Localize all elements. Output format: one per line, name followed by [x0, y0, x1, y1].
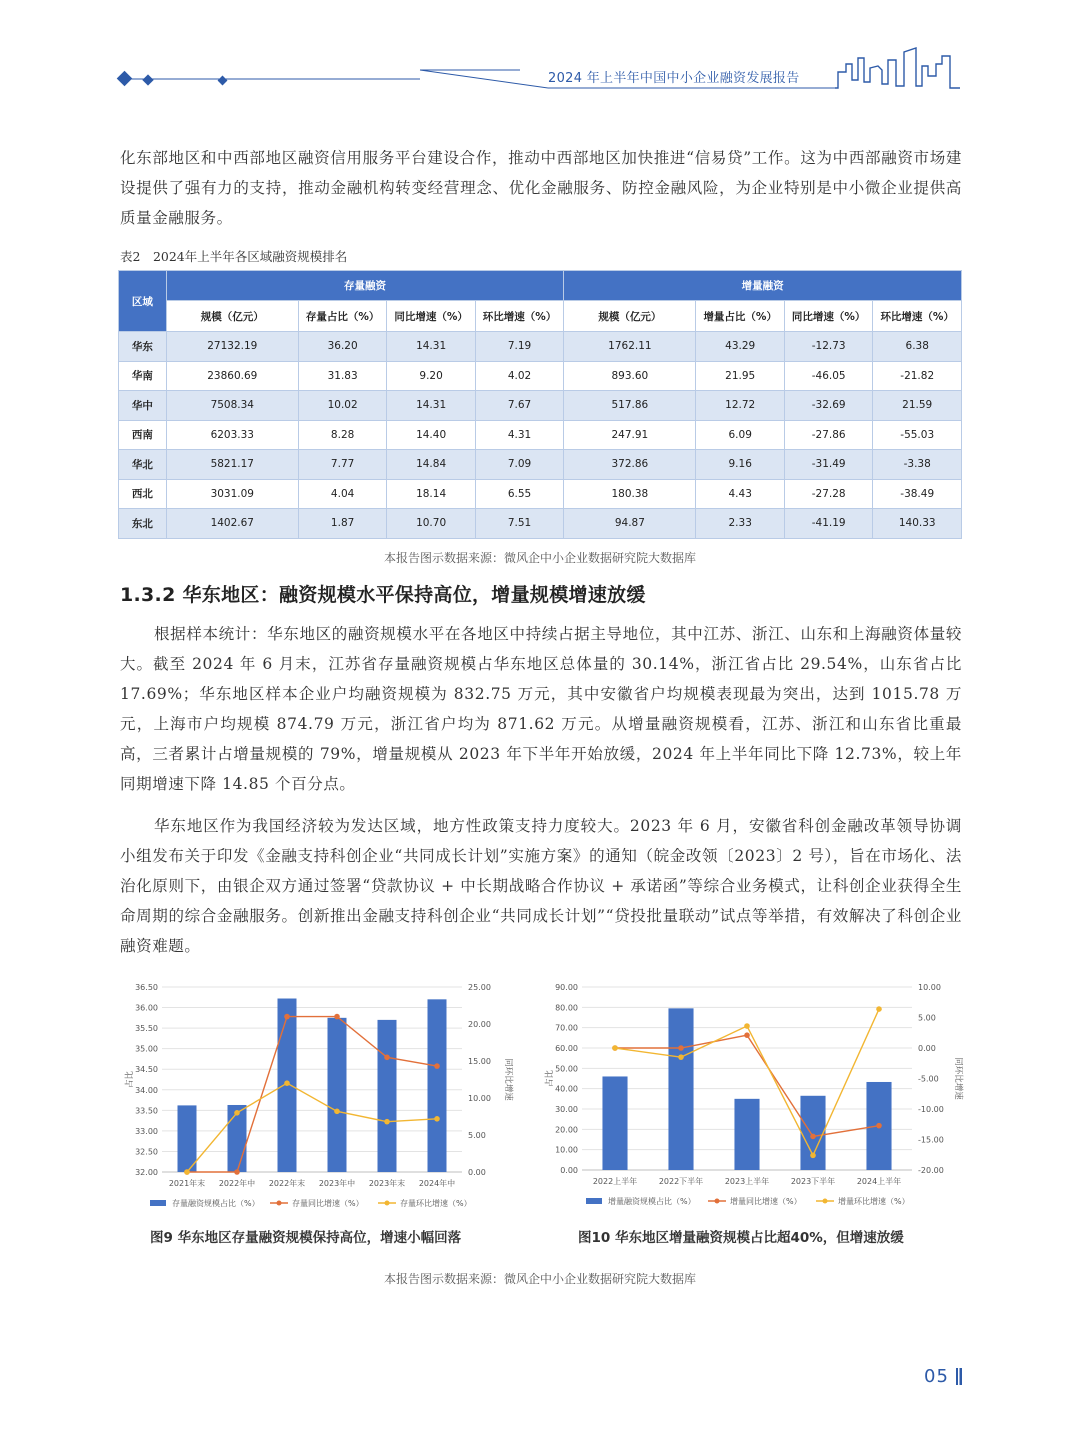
x-tick-label: 2023年中: [318, 1179, 356, 1188]
table-cell: 372.86: [564, 450, 696, 480]
y-tick-label: 90.00: [555, 983, 578, 992]
y2-tick-label: 5.00: [918, 1013, 936, 1023]
y2-tick-label: 15.00: [468, 1057, 491, 1066]
table-cell: 247.91: [564, 420, 696, 450]
table-cell: -46.05: [784, 361, 872, 391]
y-tick-label: 10.00: [555, 1145, 578, 1155]
page-header: [0, 0, 1080, 110]
table-cell: 14.31: [387, 391, 475, 421]
data-point: [184, 1169, 190, 1175]
table-cell: 10.02: [298, 391, 386, 421]
bar: [734, 1099, 759, 1170]
table-cell: -27.28: [784, 479, 872, 509]
x-tick-label: 2024年中: [418, 1179, 456, 1188]
x-tick-label: 2022上半年: [592, 1177, 638, 1186]
legend-label: 增量融资规模占比（%）: [608, 1197, 696, 1206]
data-point: [744, 1023, 750, 1029]
table-cell: 5821.17: [166, 450, 298, 480]
bar: [602, 1076, 627, 1170]
y2-tick-label: -10.00: [918, 1105, 944, 1114]
column-header: 规模（亿元）: [564, 301, 696, 332]
table-cell: 10.70: [387, 509, 475, 539]
table-cell: -41.19: [784, 509, 872, 539]
series-line: [187, 1083, 437, 1172]
legend-marker: [385, 1201, 390, 1206]
bar: [668, 1008, 693, 1170]
table-cell: 2.33: [696, 509, 784, 539]
y2-axis-title: 同环比增速: [503, 1058, 513, 1101]
y-tick-label: 20.00: [555, 1125, 578, 1135]
table-cell: 7.09: [475, 450, 563, 480]
column-header: 环比增速（%）: [475, 301, 563, 332]
y2-tick-label: -5.00: [918, 1074, 939, 1084]
table-cell: 7.19: [475, 332, 563, 362]
table-row: [119, 479, 962, 509]
table-cell: -27.86: [784, 420, 872, 450]
body-paragraph-1: 根据样本统计：华东地区的融资规模水平在各地区中持续占据主导地位，其中江苏、浙江、山东和上海融资体量较大。截至 2024 年 6 月末，江苏省存量融资规模占华东地区总体量的 30.14%，浙江省占比 29.54%，山东省占比 17.69%；华东地区样本企业户均融资规模为 832.75 万元，其中安徽省户均规模表现最为突出，达到 1015.78 万元，上海市户均规模 874.79 万元，浙江省户均为 871.62 万元。从增量融资规模看，江苏、浙江和山东省比重最高，三者累计占增量规模的 79%，增量规模从 2023 年下半年开始放缓，2024 年上半年同比下降 12.73%，较上年同期增速下降 14.85 个百分点。: [120, 625, 962, 793]
y-tick-label: 50.00: [555, 1064, 578, 1074]
table-cell: 18.14: [387, 479, 475, 509]
y2-tick-label: -15.00: [918, 1135, 944, 1145]
y-tick-label: 80.00: [555, 1003, 578, 1013]
table-cell: 6.09: [696, 420, 784, 450]
data-point: [284, 1014, 290, 1020]
column-header: 存量占比（%）: [298, 301, 386, 332]
table-cell: 36.20: [298, 332, 386, 362]
region-cell: 西北: [119, 479, 167, 509]
region-cell: 华东: [119, 332, 167, 362]
data-point: [334, 1014, 340, 1020]
data-point: [876, 1123, 882, 1129]
table-cell: 9.16: [696, 450, 784, 480]
region-cell: 东北: [119, 509, 167, 539]
report-title: 2024 年上半年中国中小企业融资发展报告: [548, 71, 800, 86]
data-point: [334, 1109, 340, 1115]
table-row: [119, 332, 962, 362]
table-cell: 21.59: [873, 391, 962, 421]
y-tick-label: 34.50: [135, 1065, 158, 1075]
legend-marker: [823, 1199, 828, 1204]
incr-group-header: 增量融资: [564, 271, 962, 301]
x-tick-label: 2022年末: [268, 1179, 306, 1188]
y-tick-label: 35.00: [135, 1044, 158, 1054]
table-cell: 27132.19: [166, 332, 298, 362]
table-cell: 8.28: [298, 420, 386, 450]
y-tick-label: 70.00: [555, 1023, 578, 1033]
diamond-icon: [117, 71, 133, 87]
legend-label: 存量同比增速（%）: [292, 1199, 364, 1208]
table-cell: 1402.67: [166, 509, 298, 539]
section-title: 1.3.2 华东地区：融资规模水平保持高位，增量规模增速放缓: [120, 584, 646, 606]
table-cell: 893.60: [564, 361, 696, 391]
x-tick-label: 2024上半年: [856, 1177, 902, 1186]
table-row: [119, 391, 962, 421]
table-cell: -31.49: [784, 450, 872, 480]
x-tick-label: 2023下半年: [790, 1177, 836, 1186]
legend-swatch: [586, 1198, 602, 1204]
series-line: [187, 1017, 437, 1172]
data-point: [744, 1032, 750, 1038]
y2-tick-label: 25.00: [468, 983, 491, 992]
table-source: 本报告图示数据来源：微风企中小企业数据研究院大数据库: [383, 551, 696, 565]
data-point: [384, 1055, 390, 1061]
page-number: 05: [924, 1366, 949, 1387]
y-tick-label: 0.00: [560, 1166, 578, 1175]
y2-tick-label: 20.00: [468, 1020, 491, 1029]
table-cell: 6203.33: [166, 420, 298, 450]
data-point: [284, 1080, 290, 1086]
y-tick-label: 36.00: [135, 1003, 158, 1013]
region-cell: 西南: [119, 420, 167, 450]
column-header: 同比增速（%）: [784, 301, 872, 332]
data-point: [810, 1153, 816, 1159]
y2-tick-label: 0.00: [468, 1168, 486, 1177]
y2-tick-label: 0.00: [918, 1044, 936, 1053]
chart-incremental-financing: [530, 978, 970, 1218]
legend-marker: [277, 1201, 282, 1206]
body-paragraph-2: 华东地区作为我国经济较为发达区域，地方性政策支持力度较大。2023 年 6 月，安徽省科创金融改革领导协调小组发布关于印发《金融支持科创企业“共同成长计划”实施方案》的通知（皖金改领〔2023〕2 号），旨在市场化、法治化原则下，由银企双方通过签署“贷款协议 + 中长期战略合作协议 + 承诺函”等综合业务模式，让科创企业获得全生命周期的综合金融服务。创新推出金融支持科创企业“共同成长计划”“贷投批量联动”试点等举措，有效解决了科创企业融资难题。: [120, 817, 962, 955]
table-cell: 6.55: [475, 479, 563, 509]
table-cell: 9.20: [387, 361, 475, 391]
bar: [178, 1105, 197, 1172]
x-tick-label: 2022年中: [218, 1179, 256, 1188]
table-cell: 7.51: [475, 509, 563, 539]
y-tick-label: 32.00: [135, 1168, 158, 1177]
table-cell: 4.04: [298, 479, 386, 509]
diamond-icon: [142, 74, 153, 85]
table-cell: 4.43: [696, 479, 784, 509]
intro-paragraph: 化东部地区和中西部地区融资信用服务平台建设合作，推动中西部地区加快推进“信易贷”工作。这为中西部融资市场建设提供了强有力的支持，推动金融机构转变经营理念、优化金融服务、防控金融风险，为企业特别是中小微企业提供高质量金融服务。: [120, 149, 962, 227]
table-cell: -12.73: [784, 332, 872, 362]
chart-source: 本报告图示数据来源：微风企中小企业数据研究院大数据库: [383, 1272, 696, 1286]
bar: [378, 1020, 397, 1172]
diamond-icon: [218, 76, 228, 86]
legend-label: 增量环比增速（%）: [838, 1197, 910, 1206]
table-cell: 7508.34: [166, 391, 298, 421]
x-tick-label: 2023上半年: [724, 1177, 770, 1186]
table-cell: 21.95: [696, 361, 784, 391]
data-point: [678, 1054, 684, 1060]
table-cell: 1.87: [298, 509, 386, 539]
table-cell: 14.31: [387, 332, 475, 362]
table-cell: 180.38: [564, 479, 696, 509]
table-row: [119, 420, 962, 450]
table-cell: 14.84: [387, 450, 475, 480]
table-cell: 23860.69: [166, 361, 298, 391]
data-point: [434, 1116, 440, 1122]
figure-10-title: 图10 华东地区增量融资规模占比超40%，但增速放缓: [578, 1230, 904, 1246]
bar: [800, 1096, 825, 1170]
y-tick-label: 32.50: [135, 1147, 158, 1157]
y-tick-label: 34.00: [135, 1085, 158, 1095]
region-financing-table: [118, 270, 962, 539]
legend-label: 存量融资规模占比（%）: [172, 1199, 260, 1208]
legend-label: 存量环比增速（%）: [400, 1199, 472, 1208]
table-cell: 7.77: [298, 450, 386, 480]
table-cell: 1762.11: [564, 332, 696, 362]
y2-tick-label: 10.00: [918, 983, 941, 992]
table-cell: 31.83: [298, 361, 386, 391]
city-skyline-icon: [835, 48, 960, 88]
region-header: 区域: [119, 271, 167, 332]
region-cell: 华南: [119, 361, 167, 391]
data-point: [876, 1006, 882, 1012]
y-tick-label: 40.00: [555, 1084, 578, 1094]
table-cell: 43.29: [696, 332, 784, 362]
data-point: [384, 1119, 390, 1125]
page-bar-icon: [956, 1368, 962, 1385]
table-cell: 4.02: [475, 361, 563, 391]
table-cell: -55.03: [873, 420, 962, 450]
table-cell: -21.82: [873, 361, 962, 391]
table-cell: -38.49: [873, 479, 962, 509]
y-tick-label: 36.50: [135, 983, 158, 992]
column-header: 规模（亿元）: [166, 301, 298, 332]
column-header: 同比增速（%）: [387, 301, 475, 332]
y2-tick-label: -20.00: [918, 1166, 944, 1175]
table-cell: 12.72: [696, 391, 784, 421]
table-cell: 4.31: [475, 420, 563, 450]
y2-axis-title: 同环比增速: [953, 1057, 963, 1100]
bar: [428, 999, 447, 1172]
data-point: [234, 1110, 240, 1116]
table-cell: 94.87: [564, 509, 696, 539]
table-cell: 6.38: [873, 332, 962, 362]
data-point: [234, 1169, 240, 1175]
data-point: [810, 1134, 816, 1140]
data-point: [434, 1063, 440, 1069]
header-decoration: [0, 0, 1080, 110]
y-tick-label: 60.00: [555, 1044, 578, 1053]
figure-9-title: 图9 华东地区存量融资规模保持高位，增速小幅回落: [150, 1230, 462, 1246]
column-header: 环比增速（%）: [873, 301, 962, 332]
table-row: [119, 450, 962, 480]
table-cell: 3031.09: [166, 479, 298, 509]
y-axis-title: 占比: [545, 1069, 555, 1088]
y2-tick-label: 10.00: [468, 1094, 491, 1103]
region-cell: 华中: [119, 391, 167, 421]
table-cell: 517.86: [564, 391, 696, 421]
y-axis-title: 占比: [125, 1070, 135, 1089]
table-row: [119, 361, 962, 391]
stock-group-header: 存量融资: [166, 271, 564, 301]
table-cell: 7.67: [475, 391, 563, 421]
x-tick-label: 2022下半年: [658, 1177, 704, 1186]
y-tick-label: 33.00: [135, 1126, 158, 1136]
table-cell: 140.33: [873, 509, 962, 539]
table-cell: 14.40: [387, 420, 475, 450]
chart-stock-financing: [110, 978, 513, 1218]
x-tick-label: 2021年末: [168, 1179, 206, 1188]
legend-label: 增量同比增速（%）: [730, 1197, 802, 1206]
x-tick-label: 2023年末: [368, 1179, 406, 1188]
y2-tick-label: 5.00: [468, 1131, 486, 1140]
bar: [328, 1018, 347, 1172]
y-tick-label: 35.50: [135, 1024, 158, 1034]
data-point: [678, 1045, 684, 1051]
table-caption: 表2 2024年上半年各区域融资规模排名: [120, 249, 348, 264]
region-cell: 华北: [119, 450, 167, 480]
legend-marker: [715, 1199, 720, 1204]
legend-swatch: [150, 1200, 166, 1206]
y-tick-label: 33.50: [135, 1106, 158, 1116]
data-point: [612, 1045, 618, 1051]
table-cell: -3.38: [873, 450, 962, 480]
table-cell: -32.69: [784, 391, 872, 421]
column-header: 增量占比（%）: [696, 301, 784, 332]
table-row: [119, 509, 962, 539]
y-tick-label: 30.00: [555, 1105, 578, 1114]
